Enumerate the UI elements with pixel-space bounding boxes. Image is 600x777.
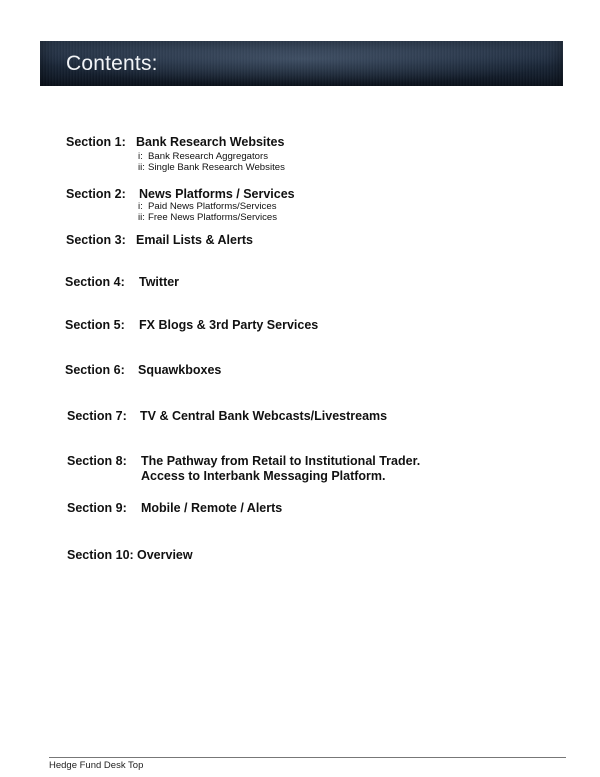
section-label: Section 3: xyxy=(66,233,126,247)
section-title xyxy=(141,501,282,516)
section-label: Section 9: xyxy=(67,501,127,515)
subitem-number: i: xyxy=(138,151,143,162)
section-title-line: FX Blogs & 3rd Party Services xyxy=(139,318,319,332)
section-label: Section 10: xyxy=(67,548,134,562)
section-label: Section 2: xyxy=(66,187,126,201)
section-title xyxy=(139,187,295,202)
section-title xyxy=(139,318,318,333)
section-title xyxy=(137,548,193,563)
section-label: Section 4: xyxy=(65,275,125,289)
section-title-line: The Pathway from Retail to Institutional Trader. xyxy=(141,454,421,468)
subitem-text: Bank Research Aggregators xyxy=(148,151,268,162)
footer-divider xyxy=(49,757,566,758)
section-title xyxy=(138,363,221,378)
section-title xyxy=(139,275,179,290)
footer-text: Hedge Fund Desk Top xyxy=(49,760,144,771)
section-title-line: Twitter xyxy=(139,275,180,289)
section-title-line: Email Lists & Alerts xyxy=(136,233,253,247)
toc-subitem xyxy=(138,162,285,173)
section-title-line: TV & Central Bank Webcasts/Livestreams xyxy=(140,409,388,423)
section-title-line: Squawkboxes xyxy=(138,363,222,377)
section-title xyxy=(141,454,420,484)
section-title-line: Bank Research Websites xyxy=(136,135,285,149)
page-title: Contents: xyxy=(66,52,158,75)
toc-subitem xyxy=(138,212,277,223)
section-label: Section 5: xyxy=(65,318,125,332)
section-label: Section 1: xyxy=(66,135,126,149)
subitem-text: Single Bank Research Websites xyxy=(148,162,285,173)
section-title-line: Overview xyxy=(137,548,193,562)
section-label: Section 7: xyxy=(67,409,127,423)
section-title-line: News Platforms / Services xyxy=(139,187,295,201)
toc-subitem xyxy=(138,201,277,212)
section-title xyxy=(136,233,253,248)
subitem-text: Free News Platforms/Services xyxy=(148,212,278,223)
section-title-line: Mobile / Remote / Alerts xyxy=(141,501,283,515)
subitem-number: ii: xyxy=(138,162,145,173)
section-title-line: Access to Interbank Messaging Platform. xyxy=(141,469,386,483)
section-label: Section 8: xyxy=(67,454,127,468)
section-label: Section 6: xyxy=(65,363,125,377)
subitem-text: Paid News Platforms/Services xyxy=(148,201,277,212)
subitem-number: ii: xyxy=(138,212,145,223)
toc-subitem xyxy=(138,151,268,162)
section-title xyxy=(140,409,387,424)
subitem-number: i: xyxy=(138,201,143,212)
contents-banner xyxy=(40,41,563,86)
section-title xyxy=(136,135,284,150)
